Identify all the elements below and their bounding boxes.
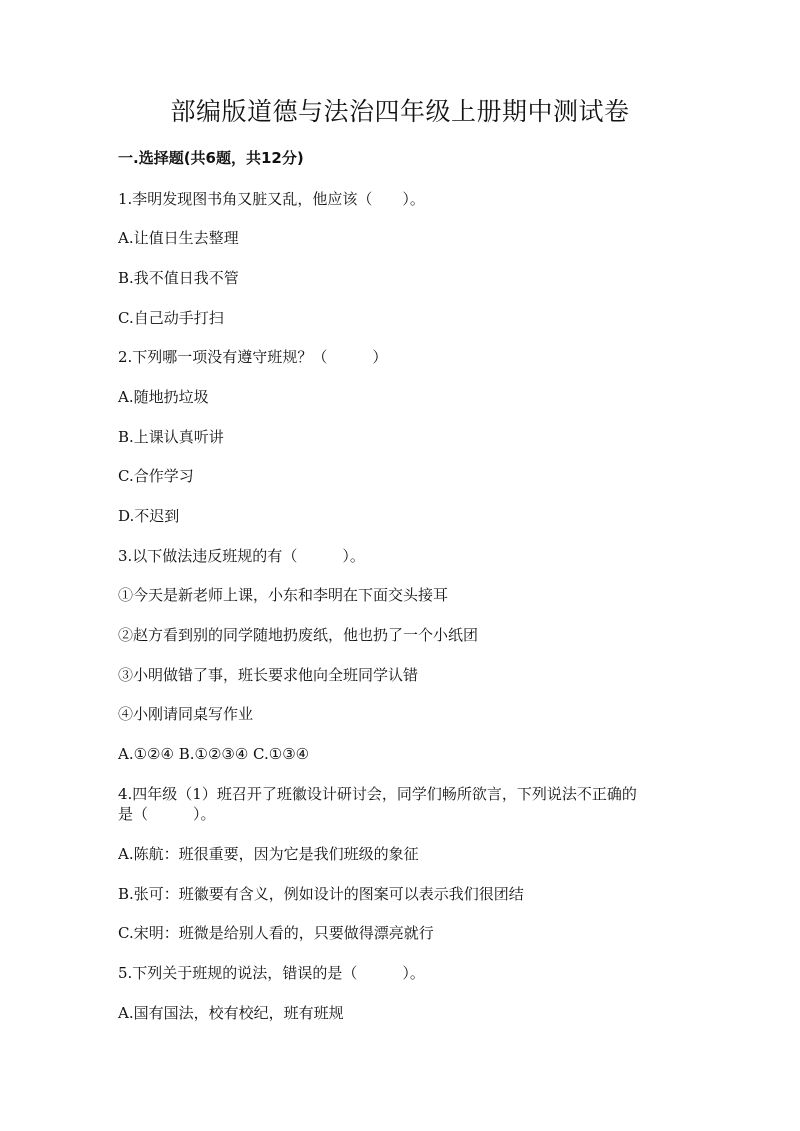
question-3-item-2: ②赵方看到别的同学随地扔废纸，他也扔了一个小纸团 — [118, 626, 479, 644]
question-4-option-a: A.陈航：班很重要，因为它是我们班级的象征 — [118, 845, 419, 863]
question-3-item-4: ④小刚请同桌写作业 — [118, 705, 254, 723]
question-2-option-d: D.不迟到 — [118, 507, 180, 525]
question-2-option-b: B.上课认真听讲 — [118, 428, 224, 446]
question-4-option-c: C.宋明：班微是给别人看的，只要做得漂亮就行 — [118, 924, 434, 942]
question-4-option-b: B.张可：班徽要有含义，例如设计的图案可以表示我们很团结 — [118, 885, 524, 903]
question-1-option-c: C.自己动手打扫 — [118, 309, 224, 327]
question-2-option-c: C.合作学习 — [118, 467, 194, 485]
question-1-option-a: A.让值日生去整理 — [118, 229, 239, 247]
section-heading: 一.选择题(共6题，共12分) — [118, 149, 304, 167]
question-3-item-3: ③小明做错了事，班长要求他向全班同学认错 — [118, 666, 419, 684]
question-1-option-b: B.我不值日我不管 — [118, 269, 239, 287]
page-title: 部编版道德与法治四年级上册期中测试卷 — [170, 97, 630, 126]
question-4-stem-line-1: 4.四年级（1）班召开了班徽设计研讨会，同学们畅所欲言，下列说法不正确的 — [118, 785, 637, 803]
question-2-stem: 2.下列哪一项没有遵守班规？（ ） — [118, 348, 388, 366]
question-2-option-a: A.随地扔垃圾 — [118, 388, 209, 406]
question-5-stem: 5.下列关于班规的说法，错误的是（ ）。 — [118, 964, 425, 982]
question-1-stem: 1.李明发现图书角又脏又乱，他应该（ ）。 — [118, 190, 425, 208]
question-5-option-a: A.国有国法，校有校纪，班有班规 — [118, 1004, 344, 1022]
question-4-stem-line-2: 是（ ）。 — [118, 805, 216, 823]
question-3-item-1: ①今天是新老师上课，小东和李明在下面交头接耳 — [118, 586, 449, 604]
question-3-stem: 3.以下做法违反班规的有（ ）。 — [118, 547, 365, 565]
question-3-options: A.①②④ B.①②③④ C.①③④ — [118, 745, 310, 763]
